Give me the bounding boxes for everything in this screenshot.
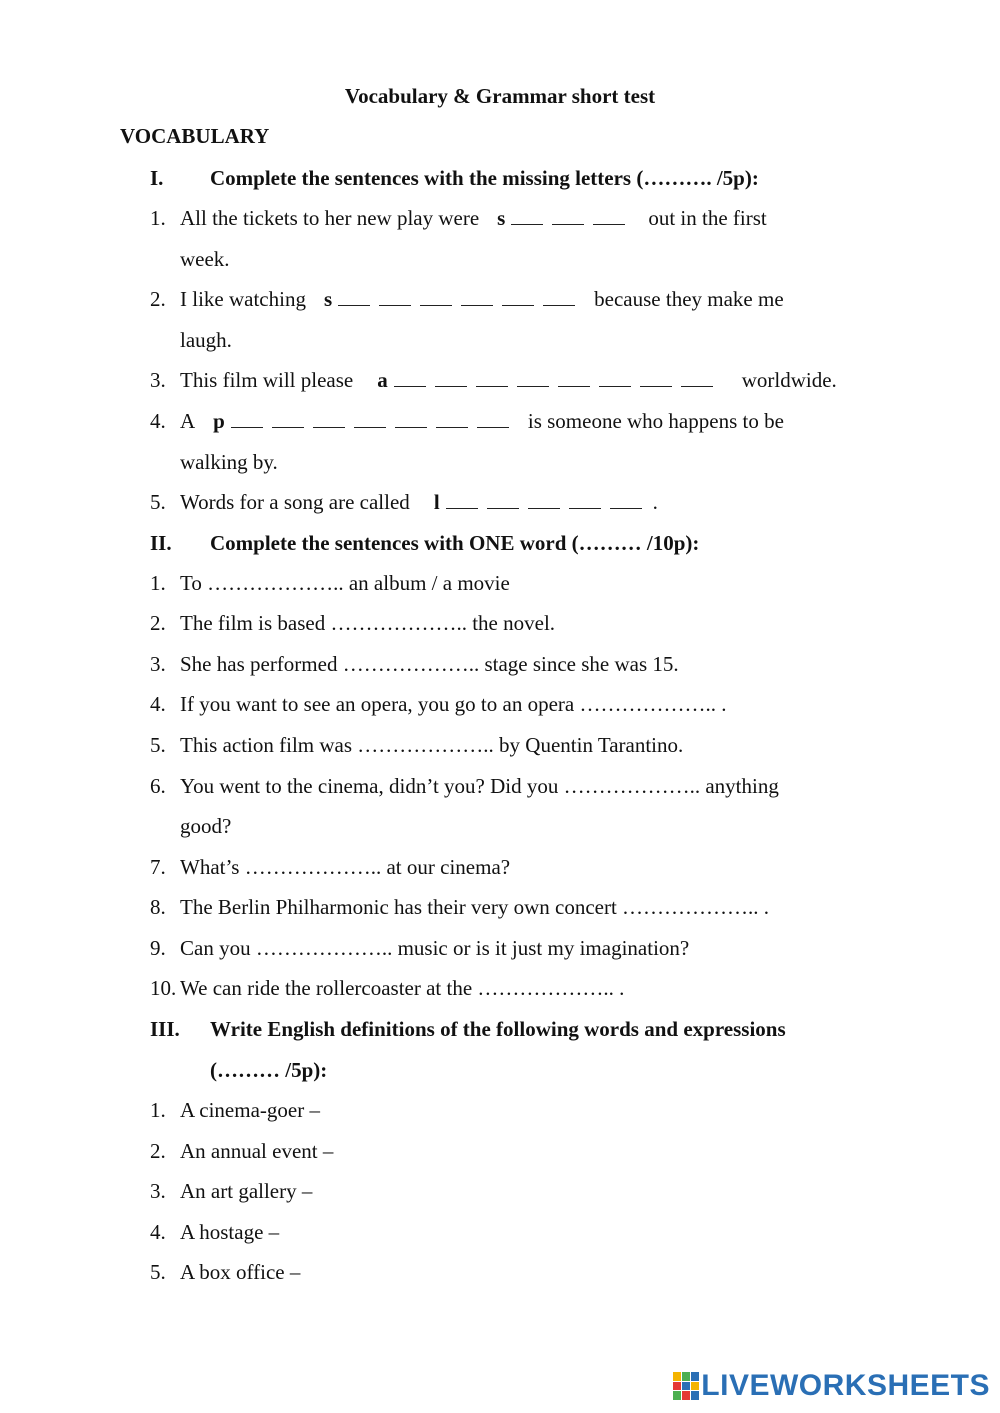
s1-item-5-after: . <box>652 490 658 514</box>
s2-item-8[interactable] <box>150 895 769 920</box>
s2-item-2-num: 2. <box>150 611 166 635</box>
s1-item-4-num: 4. <box>150 409 166 433</box>
s3-item-4-num: 4. <box>150 1220 166 1244</box>
s1-item-3-blanks[interactable] <box>394 368 722 393</box>
s1-item-1 <box>150 206 767 231</box>
s2-item-10-num: 10. <box>150 976 177 1000</box>
s2-item-3[interactable] <box>150 652 679 677</box>
section-1-heading <box>150 166 759 191</box>
s1-item-3-before: This film will please <box>180 368 354 392</box>
s2-item-7[interactable] <box>150 855 510 880</box>
s2-item-10[interactable] <box>150 976 624 1001</box>
s2-item-8-text: The Berlin Philharmonic has their very own concert ……………….. . <box>180 895 770 919</box>
s2-item-9-num: 9. <box>150 936 166 960</box>
s1-item-5-blanks[interactable] <box>446 490 651 515</box>
section-1-heading-text: Complete the sentences with the missing letters (………. /5p): <box>210 166 759 190</box>
s2-item-3-text: She has performed ……………….. stage since she was 15. <box>180 652 679 676</box>
s2-item-7-num: 7. <box>150 855 166 879</box>
s3-item-4[interactable] <box>150 1220 279 1245</box>
s2-item-6-cont: good? <box>180 814 232 838</box>
s2-item-2[interactable] <box>150 611 555 636</box>
section-3-heading-text: Write English definitions of the following words and expressions <box>210 1017 786 1041</box>
s3-item-1[interactable] <box>150 1098 320 1123</box>
s2-item-5-text: This action film was ……………….. by Quentin Tarantino. <box>180 733 684 757</box>
s2-item-9-text: Can you ……………….. music or is it just my imagination? <box>180 936 690 960</box>
s3-item-1-text: A cinema-goer – <box>180 1098 320 1122</box>
s2-item-7-text: What’s ……………….. at our cinema? <box>180 855 511 879</box>
s1-item-5 <box>150 490 658 515</box>
s2-item-1-text: To ……………….. an album / a movie <box>180 571 510 595</box>
section-3-roman: III. <box>150 1017 180 1041</box>
section-3-heading-cont: (……… /5p): <box>210 1058 328 1082</box>
s2-item-10-text: We can ride the rollercoaster at the ……………….. . <box>180 976 625 1000</box>
s1-item-2-letter: s <box>323 287 333 311</box>
s3-item-1-num: 1. <box>150 1098 166 1122</box>
s3-item-3[interactable] <box>150 1179 312 1204</box>
s1-item-1-num: 1. <box>150 206 166 230</box>
s1-item-3-letter: a <box>377 368 388 392</box>
s3-item-3-text: An art gallery – <box>180 1179 313 1203</box>
s2-item-3-num: 3. <box>150 652 166 676</box>
liveworksheets-brand[interactable] <box>673 1369 990 1403</box>
s1-item-1-after: out in the first <box>648 206 767 230</box>
s1-item-1-before: All the tickets to her new play were <box>180 206 480 230</box>
s1-item-5-before: Words for a song are called <box>180 490 410 514</box>
section-3-heading <box>150 1017 786 1042</box>
brand-name: LIVEWORKSHEETS <box>701 1369 990 1402</box>
s1-item-2 <box>150 287 784 312</box>
s3-item-2-text: An annual event – <box>180 1139 334 1163</box>
s3-item-2-num: 2. <box>150 1139 166 1163</box>
s1-item-3-num: 3. <box>150 368 166 392</box>
section-2-roman: II. <box>150 531 172 555</box>
s1-item-3 <box>150 368 837 393</box>
liveworksheets-logo-icon <box>673 1372 699 1400</box>
s2-item-9[interactable] <box>150 936 689 961</box>
section-2-heading-text: Complete the sentences with ONE word (……… /10p): <box>210 531 700 555</box>
s1-item-2-before: I like watching <box>180 287 306 311</box>
s1-item-2-blanks[interactable] <box>338 287 584 312</box>
s1-item-4-blanks[interactable] <box>231 409 518 434</box>
vocabulary-heading: VOCABULARY <box>120 124 270 148</box>
s1-item-4-letter: p <box>213 409 225 433</box>
section-2-heading <box>150 531 699 556</box>
s1-item-4-cont: walking by. <box>180 450 278 474</box>
s1-item-2-cont: laugh. <box>180 328 232 352</box>
s1-item-2-num: 2. <box>150 287 166 311</box>
s1-item-4-before: A <box>180 409 196 433</box>
s2-item-1-num: 1. <box>150 571 166 595</box>
s1-item-5-letter: l <box>433 490 440 514</box>
s2-item-4-num: 4. <box>150 692 166 716</box>
s1-item-4-after: is someone who happens to be <box>527 409 784 433</box>
s1-item-1-letter: s <box>497 206 506 230</box>
s3-item-2[interactable] <box>150 1139 333 1164</box>
s3-item-5-text: A box office – <box>180 1260 301 1284</box>
s2-item-6-text: You went to the cinema, didn’t you? Did you ……………….. anything <box>180 774 779 798</box>
s3-item-4-text: A hostage – <box>180 1220 280 1244</box>
s3-item-5[interactable] <box>150 1260 300 1285</box>
s1-item-3-after: worldwide. <box>741 368 837 392</box>
s2-item-8-num: 8. <box>150 895 166 919</box>
s1-item-2-after: because they make me <box>594 287 784 311</box>
s3-item-5-num: 5. <box>150 1260 166 1284</box>
section-1-roman: I. <box>150 166 164 190</box>
s2-item-6-num: 6. <box>150 774 166 798</box>
page-title: Vocabulary & Grammar short test <box>344 84 656 108</box>
s2-item-4-text: If you want to see an opera, you go to an opera ……………….. . <box>180 692 727 716</box>
s1-item-1-blanks[interactable] <box>511 206 634 231</box>
s3-item-3-num: 3. <box>150 1179 166 1203</box>
s1-item-1-cont: week. <box>180 247 230 271</box>
s2-item-2-text: The film is based ……………….. the novel. <box>180 611 556 635</box>
s1-item-4 <box>150 409 784 434</box>
s2-item-4[interactable] <box>150 692 726 717</box>
s2-item-5-num: 5. <box>150 733 166 757</box>
s2-item-6[interactable] <box>150 774 779 799</box>
s2-item-1[interactable] <box>150 571 510 596</box>
s2-item-5[interactable] <box>150 733 683 758</box>
s1-item-5-num: 5. <box>150 490 166 514</box>
